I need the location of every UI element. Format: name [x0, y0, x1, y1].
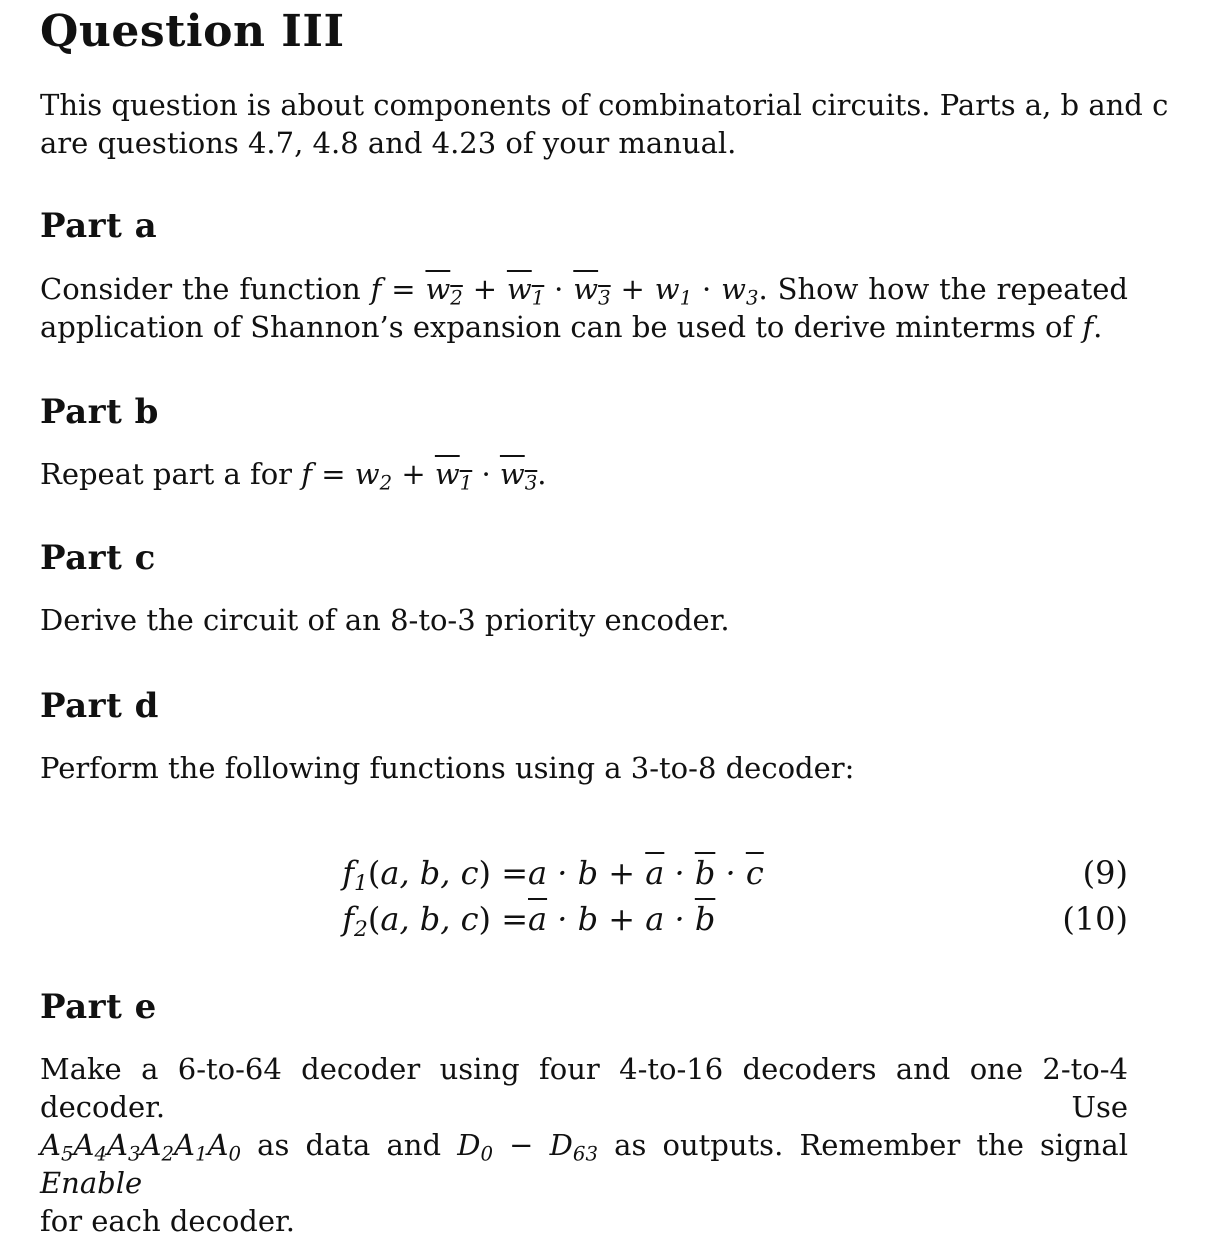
part-b-formula: $f = w_2 + w_1 \cdot w_3$.: [301, 457, 547, 495]
equation-9-number: (9): [1082, 854, 1128, 892]
equation-10-lhs: $f_2(a$, b, c) =: [342, 900, 528, 943]
part-e-line-1: Make a 6-to-64 decoder using four 4-to-16 decoders and one 2-to-4 decoder. Use: [40, 1052, 1128, 1124]
intro-line-1: This question is about components of combinatorial circuits. Parts a, b and c: [40, 88, 1169, 122]
page-title: Question III: [40, 6, 345, 57]
part-c-text: Derive the circuit of an 8-to-3 priority encoder.: [40, 603, 730, 637]
part-d-heading: Part d: [40, 686, 159, 726]
part-a-lead: Consider the function: [40, 272, 361, 306]
part-d-paragraph: [40, 749, 1128, 787]
part-e-line-3: for each decoder.: [40, 1204, 295, 1238]
part-a-line-2: application of Shannon’s expansion can be used to derive minterms of f.: [40, 310, 1103, 344]
equation-9-lhs: $f_1(a$, b, c) =: [342, 854, 528, 897]
part-c-paragraph: [40, 601, 1128, 639]
part-e-heading: Part e: [40, 987, 157, 1027]
part-b-lead: Repeat part a for: [40, 457, 293, 491]
part-e-enable: Enable: [40, 1166, 143, 1200]
part-a-formula: $f = w_2 + w_1 \cdot w_3 + w_1 \cdot w_3$.: [370, 272, 768, 310]
part-e-paragraph: [40, 1050, 1128, 1240]
equation-10: [40, 900, 1128, 944]
part-a-heading: Part a: [40, 206, 158, 246]
part-b-heading: Part b: [40, 392, 159, 432]
equation-10-number: (10): [1062, 900, 1128, 938]
equation-9: [40, 854, 1128, 898]
equation-10-rhs: $\overline{a} \cdot b + a \cdot \overline{b}$: [528, 900, 716, 938]
part-e-line-2: $A_5A_4A_3A_2A_1A_0$ as data and $D_0 - D_{63}$ as outputs. Remember the signal Enable: [40, 1128, 1128, 1200]
part-b-paragraph: [40, 455, 1128, 493]
part-e-output-lines: $D_0 - D_{63}$: [457, 1128, 598, 1166]
part-c-heading: Part c: [40, 538, 156, 578]
part-a-paragraph: [40, 270, 1128, 346]
part-a-line-1: [40, 270, 1128, 308]
part-e-address-lines: $A_5A_4A_3A_2A_1A_0$: [40, 1128, 241, 1166]
part-d-text: Perform the following functions using a 3-to-8 decoder:: [40, 751, 855, 785]
intro-line-2: are questions 4.7, 4.8 and 4.23 of your manual.: [40, 126, 737, 160]
equation-9-rhs: $a \cdot b + \overline{a} \cdot \overline{b} \cdot \overline{c}$: [528, 854, 764, 892]
part-a-tail: Show how the repeated: [777, 272, 1128, 306]
intro-paragraph: [40, 86, 1169, 162]
